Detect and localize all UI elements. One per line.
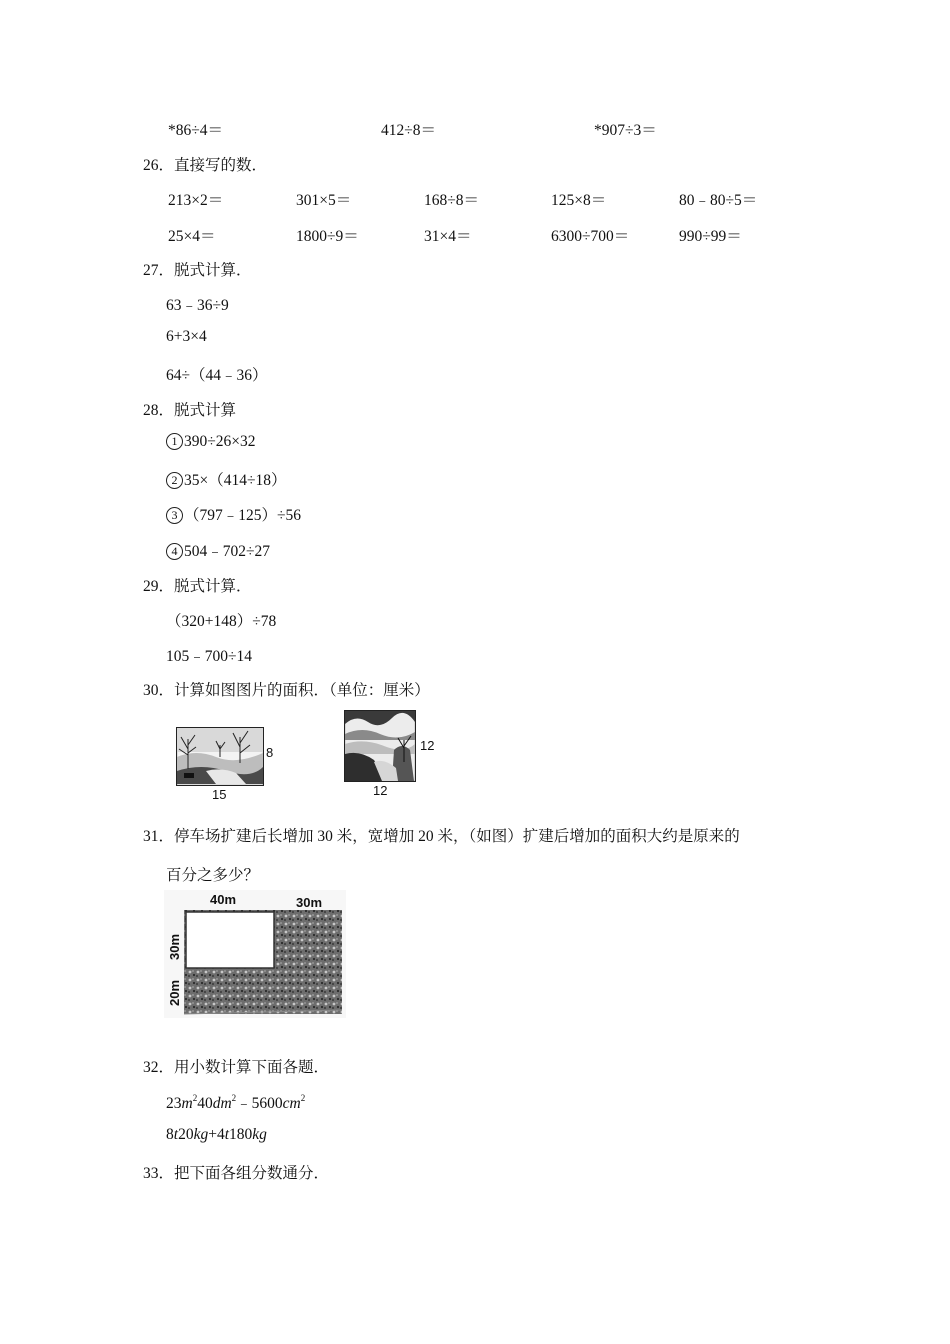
num: 23 bbox=[166, 1095, 182, 1112]
q28-expr: 35×（414÷18） bbox=[184, 472, 287, 489]
fig-label-20m-side: 20m bbox=[167, 979, 182, 1006]
q26-expr: 31×4＝ bbox=[424, 228, 472, 245]
q28-item-4 bbox=[166, 539, 270, 561]
q28-item-3 bbox=[166, 503, 301, 525]
q29-expr: （320+148）÷78 bbox=[166, 613, 277, 630]
pic1-height-label: 8 bbox=[266, 745, 274, 760]
num: 8 bbox=[166, 1126, 174, 1143]
landscape-photo-1 bbox=[176, 727, 264, 786]
question-31-line1: 31．停车场扩建后长增加 30 米，宽增加 20 米，（如图）扩建后增加的面积大约是原来的 bbox=[143, 828, 740, 845]
q28-expr: 390÷26×32 bbox=[184, 433, 256, 450]
question-32-title: 32．用小数计算下面各题． bbox=[143, 1059, 330, 1076]
unit: t bbox=[173, 1126, 179, 1143]
question-28-title: 28．脱式计算 bbox=[143, 402, 237, 419]
pic1-width-label: 15 bbox=[212, 787, 227, 802]
unit: t bbox=[224, 1126, 230, 1143]
num: 20 bbox=[178, 1126, 194, 1143]
q27-expr: 6+3×4 bbox=[166, 328, 207, 345]
unit: kg bbox=[252, 1126, 267, 1143]
power: 2 bbox=[231, 1093, 237, 1103]
power: 2 bbox=[300, 1093, 306, 1103]
question-31-line2: 百分之多少？ bbox=[166, 867, 260, 884]
fig-label-30m-top: 30m bbox=[296, 895, 323, 910]
fig-label-40m: 40m bbox=[210, 892, 237, 907]
q26-expr: 213×2＝ bbox=[168, 192, 224, 209]
power: 2 bbox=[192, 1093, 198, 1103]
expr-907div3: *907÷3＝ bbox=[594, 122, 657, 139]
question-33-title: 33．把下面各组分数通分． bbox=[143, 1165, 330, 1182]
q32-expr-2 bbox=[166, 1126, 267, 1144]
q26-expr: 1800÷9＝ bbox=[296, 228, 359, 245]
num: 180 bbox=[229, 1126, 253, 1143]
fig-label-30m-side: 30m bbox=[167, 933, 182, 960]
unit: m bbox=[181, 1095, 193, 1112]
q28-expr: （797﹣125）÷56 bbox=[184, 507, 302, 524]
expr-412div8: 412÷8＝ bbox=[381, 122, 437, 139]
q26-expr: 301×5＝ bbox=[296, 192, 352, 209]
question-26-title: 26．直接写的数． bbox=[143, 157, 268, 174]
q27-expr: 64÷（44﹣36） bbox=[166, 367, 268, 384]
q28-item-2 bbox=[166, 468, 287, 490]
circled-number: 2 bbox=[166, 472, 183, 489]
unit: kg bbox=[193, 1126, 209, 1143]
q26-expr: 168÷8＝ bbox=[424, 192, 480, 209]
q27-expr: 63﹣36÷9 bbox=[166, 297, 229, 314]
pic2-width-label: 12 bbox=[373, 783, 388, 798]
q26-expr: 990÷99＝ bbox=[679, 228, 742, 245]
q28-expr: 504﹣702÷27 bbox=[184, 543, 271, 560]
q26-expr: 80﹣80÷5＝ bbox=[679, 192, 758, 209]
question-27-title: 27．脱式计算． bbox=[143, 262, 252, 279]
num: +4 bbox=[208, 1126, 225, 1143]
circled-number: 4 bbox=[166, 543, 183, 560]
unit: dm bbox=[212, 1095, 232, 1112]
circled-number: 1 bbox=[166, 433, 183, 450]
circled-number: 3 bbox=[166, 507, 183, 524]
q26-expr: 6300÷700＝ bbox=[551, 228, 630, 245]
question-29-title: 29．脱式计算． bbox=[143, 578, 252, 595]
q28-item-1 bbox=[166, 433, 256, 451]
expr-86div4: *86÷4＝ bbox=[168, 122, 224, 139]
unit: cm bbox=[282, 1095, 301, 1112]
question-30-title: 30．计算如图图片的面积．（单位：厘米） bbox=[143, 682, 430, 699]
q26-expr: 25×4＝ bbox=[168, 228, 216, 245]
q26-expr: 125×8＝ bbox=[551, 192, 607, 209]
q32-expr-1 bbox=[166, 1091, 305, 1113]
q29-expr: 105﹣700÷14 bbox=[166, 648, 253, 665]
pic2-height-label: 12 bbox=[420, 738, 435, 753]
num: ﹣5600 bbox=[236, 1095, 283, 1112]
num: 40 bbox=[197, 1095, 213, 1112]
landscape-photo-2 bbox=[344, 710, 416, 782]
